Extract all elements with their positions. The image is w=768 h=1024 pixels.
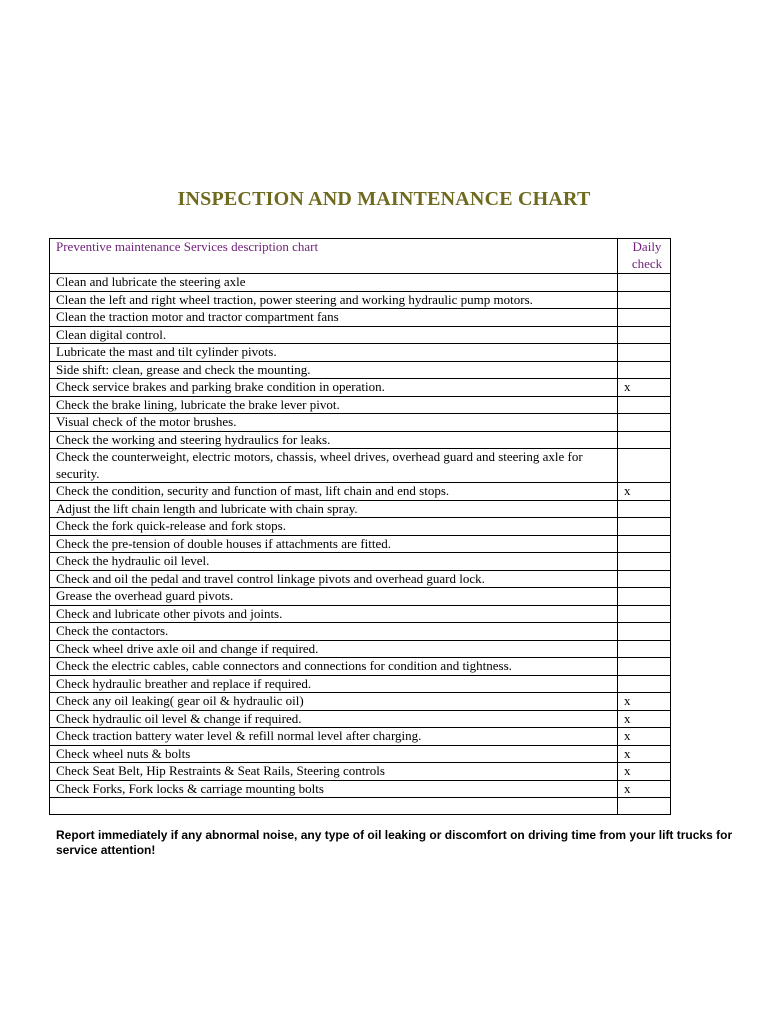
- table-row: [50, 396, 671, 414]
- daily-check-cell: [618, 675, 671, 693]
- task-description: Check the counterweight, electric motors, chassis, wheel drives, overhead guard and steering axle for security.: [50, 449, 618, 483]
- daily-check-cell: x: [618, 780, 671, 798]
- daily-check-cell: [618, 588, 671, 606]
- daily-check-cell: [618, 605, 671, 623]
- task-description: Check traction battery water level & refill normal level after charging.: [50, 728, 618, 746]
- daily-check-cell: [618, 326, 671, 344]
- task-description: Adjust the lift chain length and lubricate with chain spray.: [50, 500, 618, 518]
- table-row: [50, 431, 671, 449]
- table-row: [50, 658, 671, 676]
- daily-check-header: Daily check: [618, 239, 671, 274]
- daily-check-cell: [618, 500, 671, 518]
- daily-check-cell: [618, 658, 671, 676]
- daily-check-cell: [618, 570, 671, 588]
- table-row: [50, 728, 671, 746]
- table-row: [50, 553, 671, 571]
- table-row: [50, 379, 671, 397]
- table-row: [50, 414, 671, 432]
- empty-row: [50, 798, 671, 815]
- table-row: [50, 693, 671, 711]
- task-description: Check Seat Belt, Hip Restraints & Seat Rails, Steering controls: [50, 763, 618, 781]
- table-row: [50, 291, 671, 309]
- table-row: [50, 535, 671, 553]
- daily-check-cell: x: [618, 763, 671, 781]
- table-row: [50, 570, 671, 588]
- empty-cell: [50, 798, 618, 815]
- table-row: [50, 640, 671, 658]
- maintenance-table: [49, 238, 671, 815]
- daily-check-cell: x: [618, 693, 671, 711]
- task-description: Check hydraulic oil level & change if required.: [50, 710, 618, 728]
- daily-check-cell: [618, 291, 671, 309]
- task-description: Check service brakes and parking brake condition in operation.: [50, 379, 618, 397]
- daily-check-cell: [618, 414, 671, 432]
- daily-check-cell: [618, 344, 671, 362]
- task-description: Side shift: clean, grease and check the mounting.: [50, 361, 618, 379]
- task-description: Check the hydraulic oil level.: [50, 553, 618, 571]
- table-row: [50, 588, 671, 606]
- task-description: Visual check of the motor brushes.: [50, 414, 618, 432]
- task-description: Clean the left and right wheel traction, power steering and working hydraulic pump motors.: [50, 291, 618, 309]
- footer-note: Report immediately if any abnormal noise, any type of oil leaking or discomfort on driving time from your lift trucks for service attention!: [56, 828, 733, 857]
- task-description: Check the electric cables, cable connectors and connections for condition and tightness.: [50, 658, 618, 676]
- table-row: [50, 518, 671, 536]
- daily-check-cell: [618, 623, 671, 641]
- task-description: Check Forks, Fork locks & carriage mounting bolts: [50, 780, 618, 798]
- daily-check-cell: [618, 396, 671, 414]
- task-description: Check wheel nuts & bolts: [50, 745, 618, 763]
- table-row: [50, 745, 671, 763]
- daily-check-cell: x: [618, 483, 671, 501]
- table-row: [50, 483, 671, 501]
- daily-check-cell: [618, 274, 671, 292]
- table-row: [50, 780, 671, 798]
- daily-check-cell: [618, 535, 671, 553]
- table-row: [50, 710, 671, 728]
- daily-check-cell: [618, 640, 671, 658]
- task-description: Grease the overhead guard pivots.: [50, 588, 618, 606]
- daily-check-cell: [618, 518, 671, 536]
- empty-cell: [618, 798, 671, 815]
- table-row: [50, 326, 671, 344]
- task-description: Check hydraulic breather and replace if required.: [50, 675, 618, 693]
- table-header-row: [50, 239, 671, 274]
- table-row: [50, 605, 671, 623]
- daily-check-cell: x: [618, 710, 671, 728]
- task-description: Clean the traction motor and tractor compartment fans: [50, 309, 618, 327]
- page-title: INSPECTION AND MAINTENANCE CHART: [177, 188, 591, 210]
- task-description: Check and lubricate other pivots and joints.: [50, 605, 618, 623]
- task-description: Check the fork quick-release and fork stops.: [50, 518, 618, 536]
- table-row: [50, 344, 671, 362]
- table-row: [50, 623, 671, 641]
- table-row: [50, 449, 671, 483]
- task-description: Clean and lubricate the steering axle: [50, 274, 618, 292]
- daily-check-cell: [618, 309, 671, 327]
- task-description: Check wheel drive axle oil and change if required.: [50, 640, 618, 658]
- task-description: Check the working and steering hydraulics for leaks.: [50, 431, 618, 449]
- table-row: [50, 675, 671, 693]
- task-description: Check the condition, security and function of mast, lift chain and end stops.: [50, 483, 618, 501]
- task-description: Check any oil leaking( gear oil & hydraulic oil): [50, 693, 618, 711]
- daily-check-cell: x: [618, 379, 671, 397]
- daily-check-cell: [618, 553, 671, 571]
- daily-check-cell: x: [618, 745, 671, 763]
- task-description: Lubricate the mast and tilt cylinder pivots.: [50, 344, 618, 362]
- table-row: [50, 274, 671, 292]
- daily-check-cell: [618, 431, 671, 449]
- table-row: [50, 763, 671, 781]
- daily-check-cell: x: [618, 728, 671, 746]
- task-description: Check the pre-tension of double houses if attachments are fitted.: [50, 535, 618, 553]
- table-row: [50, 309, 671, 327]
- table-row: [50, 361, 671, 379]
- task-description: Check and oil the pedal and travel control linkage pivots and overhead guard lock.: [50, 570, 618, 588]
- daily-check-cell: [618, 361, 671, 379]
- task-description: Check the brake lining, lubricate the brake lever pivot.: [50, 396, 618, 414]
- task-description: Check the contactors.: [50, 623, 618, 641]
- daily-check-cell: [618, 449, 671, 483]
- table-row: [50, 500, 671, 518]
- table-header: Preventive maintenance Services description chart: [50, 239, 618, 274]
- task-description: Clean digital control.: [50, 326, 618, 344]
